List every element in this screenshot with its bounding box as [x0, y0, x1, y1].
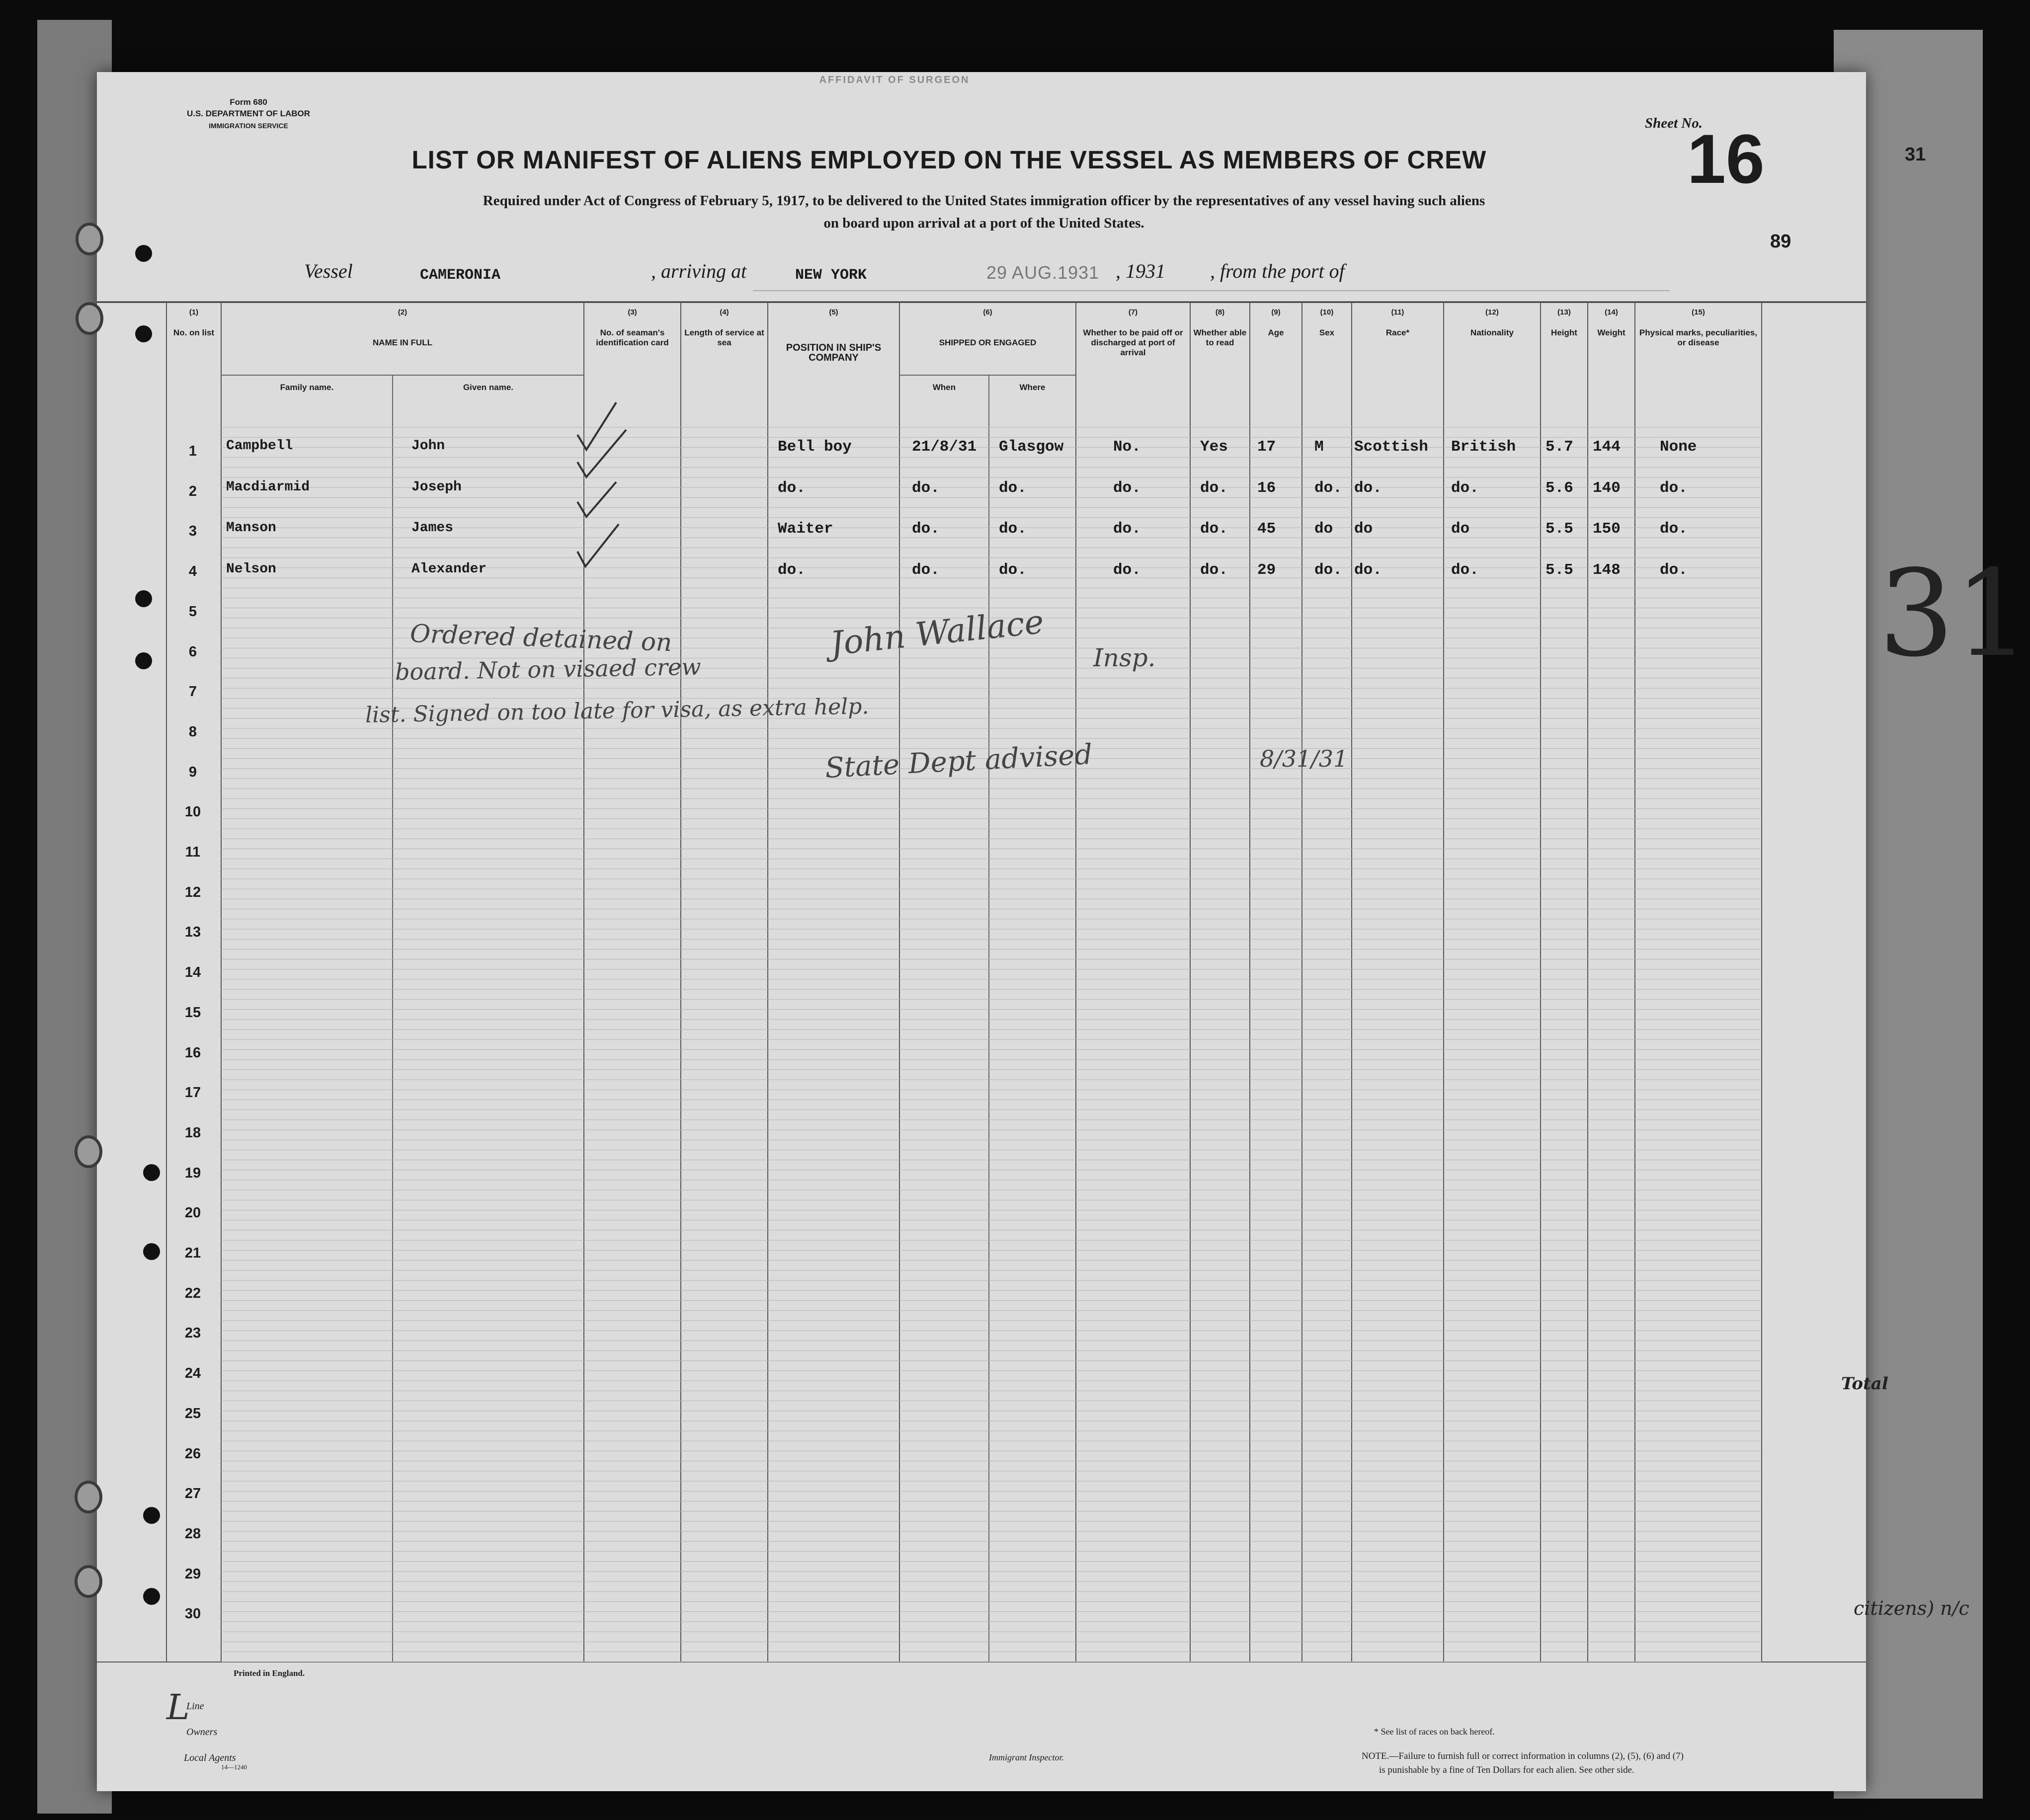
footer-note-line1: NOTE.—Failure to furnish full or correct information in columns (2), (5), (6) and (7)	[1362, 1751, 1684, 1761]
cell-position: do.	[778, 479, 806, 497]
row-number: 10	[184, 804, 201, 820]
row-number: 17	[184, 1085, 201, 1101]
row-number: 15	[184, 1004, 201, 1021]
cell-family: Manson	[226, 520, 276, 536]
row-number: 23	[184, 1325, 201, 1342]
cell-when: do.	[912, 561, 940, 579]
row-number: 2	[188, 483, 197, 499]
row-number: 9	[188, 764, 197, 780]
service-name: IMMIGRATION SERVICE	[209, 122, 288, 130]
column-header: Whether to be paid off or discharged at port of arrival	[1083, 328, 1183, 357]
row-number: 29	[184, 1566, 201, 1582]
column-header: Weight	[1597, 328, 1625, 337]
form-number: Form 680	[230, 97, 267, 107]
checkmark	[577, 482, 616, 517]
column-number: (13)	[1557, 308, 1571, 317]
cell-race: do.	[1354, 561, 1382, 579]
cell-height: 5.7	[1545, 438, 1573, 456]
row-number: 5	[188, 603, 197, 620]
column-subheader: When	[932, 383, 956, 392]
column-header: Age	[1268, 328, 1284, 337]
footer-note-line2: is punishable by a fine of Ten Dollars for each alien. See other side.	[1379, 1765, 1634, 1775]
row-number: 12	[184, 884, 201, 900]
column-number: (3)	[628, 308, 637, 317]
cell-height: 5.6	[1545, 479, 1573, 497]
column-number: (6)	[983, 308, 992, 317]
cell-age: 45	[1257, 520, 1276, 538]
handwritten-advised-date: 8/31/31	[1260, 745, 1348, 772]
cell-given: James	[411, 520, 454, 536]
top-stamp: AFFIDAVIT OF SURGEON	[819, 75, 970, 85]
department-name: U.S. DEPARTMENT OF LABOR	[186, 109, 311, 118]
checkmark	[577, 524, 619, 566]
from-port-label: , from the port of	[1210, 260, 1345, 282]
column-number: (10)	[1320, 308, 1334, 317]
cell-read: do.	[1200, 561, 1228, 579]
row-number: 16	[184, 1044, 201, 1061]
cell-when: do.	[912, 520, 940, 538]
column-header: Height	[1551, 328, 1577, 337]
cell-sex: M	[1314, 438, 1324, 456]
handwritten-inspector-title: Insp.	[1093, 643, 1156, 672]
cell-paid-off: No.	[1113, 438, 1141, 456]
row-number: 20	[184, 1205, 201, 1221]
arrival-port: NEW YORK	[795, 267, 867, 284]
margin-number-89: 89	[1770, 231, 1791, 252]
checkmark	[577, 402, 616, 450]
column-number: (1)	[189, 308, 199, 317]
row-number: 25	[184, 1405, 201, 1422]
column-header: Sex	[1319, 328, 1335, 337]
cell-race: do	[1354, 520, 1373, 538]
cell-given: Alexander	[411, 561, 487, 577]
handwritten-note-line3: list. Signed on too late for visa, as extra help.	[365, 694, 869, 728]
column-header: Race*	[1385, 328, 1410, 337]
cell-race: Scottish	[1354, 438, 1428, 456]
cell-weight: 144	[1593, 438, 1621, 456]
column-subheader: Given name.	[463, 383, 514, 392]
row-number: 13	[184, 924, 201, 941]
cell-position: Bell boy	[778, 438, 852, 456]
footer-owners-label: Owners	[186, 1727, 218, 1738]
row-number: 19	[184, 1165, 201, 1181]
column-header: No. of seaman's identification card	[596, 328, 669, 347]
footer-agents-label: Local Agents	[184, 1752, 236, 1763]
column-number: (2)	[398, 308, 407, 317]
cell-sex: do.	[1314, 561, 1342, 579]
cell-family: Macdiarmid	[226, 479, 310, 495]
cell-given: John	[411, 438, 445, 454]
cell-paid-off: do.	[1113, 479, 1141, 497]
handwritten-note-line2: board. Not on visaed crew	[395, 653, 702, 686]
cell-where: Glasgow	[999, 438, 1064, 456]
cell-given: Joseph	[411, 479, 462, 495]
column-number: (9)	[1271, 308, 1281, 317]
sheet-number: 16	[1687, 120, 1765, 198]
row-number: 4	[188, 563, 197, 580]
footer-line-label: Line	[186, 1701, 204, 1712]
cell-paid-off: do.	[1113, 561, 1141, 579]
column-number: (8)	[1215, 308, 1225, 317]
row-number: 22	[184, 1285, 201, 1301]
footer-inspector-label: Immigrant Inspector.	[989, 1752, 1064, 1762]
column-number: (14)	[1605, 308, 1618, 317]
cell-weight: 150	[1593, 520, 1621, 538]
handwritten-note-line1: Ordered detained on	[409, 619, 673, 657]
column-number: (11)	[1391, 308, 1404, 317]
column-number: (15)	[1692, 308, 1705, 317]
cell-family: Campbell	[226, 438, 293, 454]
handwritten-inspector-signature: John Wallace	[828, 602, 1046, 663]
row-number: 7	[188, 684, 197, 700]
cell-sex: do.	[1314, 479, 1342, 497]
cell-weight: 148	[1593, 561, 1621, 579]
row-number: 28	[184, 1525, 201, 1542]
column-number: (7)	[1128, 308, 1138, 317]
sheet-label: Sheet No.	[1645, 115, 1703, 131]
row-number: 30	[184, 1606, 201, 1622]
handwritten-margin-31: 31	[1878, 544, 2030, 683]
row-number: 14	[184, 964, 201, 981]
cell-where: do.	[999, 520, 1027, 538]
column-number: (5)	[829, 308, 838, 317]
footer-printed: Printed in England.	[234, 1668, 305, 1678]
checkmark	[577, 430, 626, 477]
column-number: (4)	[720, 308, 729, 317]
vessel-name: CAMERONIA	[420, 267, 501, 284]
cell-weight: 140	[1593, 479, 1621, 497]
column-header: Physical marks, peculiarities, or disease	[1639, 328, 1758, 347]
cell-sex: do	[1314, 520, 1333, 538]
column-subheader: Family name.	[280, 383, 334, 392]
column-number: (12)	[1485, 308, 1499, 317]
row-number: 18	[184, 1124, 201, 1141]
cell-height: 5.5	[1545, 561, 1573, 579]
cell-marks: do.	[1660, 520, 1688, 538]
row-number: 21	[184, 1245, 201, 1261]
column-header: POSITION IN SHIP'S COMPANY	[786, 342, 882, 363]
cell-marks: None	[1660, 438, 1697, 456]
column-header: Nationality	[1470, 328, 1514, 337]
cell-when: 21/8/31	[912, 438, 977, 456]
cell-nationality: do.	[1451, 479, 1479, 497]
row-number: 26	[184, 1445, 201, 1462]
date-stamp: 29 AUG.1931	[986, 262, 1100, 283]
cell-age: 16	[1257, 479, 1276, 497]
cell-age: 29	[1257, 561, 1276, 579]
cell-paid-off: do.	[1113, 520, 1141, 538]
margin-number-31: 31	[1905, 144, 1926, 165]
form-title: LIST OR MANIFEST OF ALIENS EMPLOYED ON THE VESSEL AS MEMBERS OF CREW	[411, 146, 1487, 174]
column-header: No. on list	[173, 328, 215, 337]
column-header: Whether able to read	[1193, 328, 1247, 347]
cell-where: do.	[999, 561, 1027, 579]
cell-height: 5.5	[1545, 520, 1573, 538]
footer-agents-code: 14—1240	[221, 1763, 247, 1771]
handwritten-margin-total: Total	[1841, 1374, 1888, 1394]
cell-marks: do.	[1660, 561, 1688, 579]
cell-nationality: do.	[1451, 561, 1479, 579]
column-header: Length of service at sea	[684, 328, 764, 347]
handwritten-state-dept-advised: State Dept advised	[824, 738, 1093, 785]
cell-marks: do.	[1660, 479, 1688, 497]
year-label: , 1931	[1116, 260, 1165, 282]
arriving-label: , arriving at	[651, 260, 747, 282]
handwritten-margin-citizens: citizens) n/c	[1854, 1597, 1969, 1619]
cell-race: do.	[1354, 479, 1382, 497]
cell-position: do.	[778, 561, 806, 579]
row-number: 6	[188, 643, 197, 660]
cell-where: do.	[999, 479, 1027, 497]
form-subtitle-line1: Required under Act of Congress of February 5, 1917, to be delivered to the United States immigration officer by the representatives of any vessel having such aliens	[483, 193, 1485, 209]
footer-races-note: * See list of races on back hereof.	[1374, 1727, 1495, 1737]
column-subheader: Where	[1019, 383, 1046, 392]
row-number: 11	[185, 844, 201, 860]
row-number: 3	[188, 523, 197, 540]
cell-nationality: British	[1451, 438, 1516, 456]
cell-nationality: do	[1451, 520, 1470, 538]
cell-family: Nelson	[226, 561, 276, 577]
row-number: 8	[188, 723, 197, 740]
form-subtitle-line2: on board upon arrival at a port of the United States.	[823, 215, 1144, 231]
column-header: NAME IN FULL	[373, 338, 432, 347]
handwritten-footer-mark: L	[166, 1687, 190, 1728]
row-number: 27	[184, 1486, 201, 1502]
cell-read: do.	[1200, 479, 1228, 497]
cell-read: do.	[1200, 520, 1228, 538]
cell-position: Waiter	[778, 520, 833, 538]
row-number: 24	[184, 1365, 201, 1382]
column-header: SHIPPED OR ENGAGED	[939, 338, 1037, 347]
vessel-label: Vessel	[304, 260, 353, 282]
row-number: 1	[188, 443, 197, 459]
cell-read: Yes	[1200, 438, 1228, 456]
cell-age: 17	[1257, 438, 1276, 456]
cell-when: do.	[912, 479, 940, 497]
